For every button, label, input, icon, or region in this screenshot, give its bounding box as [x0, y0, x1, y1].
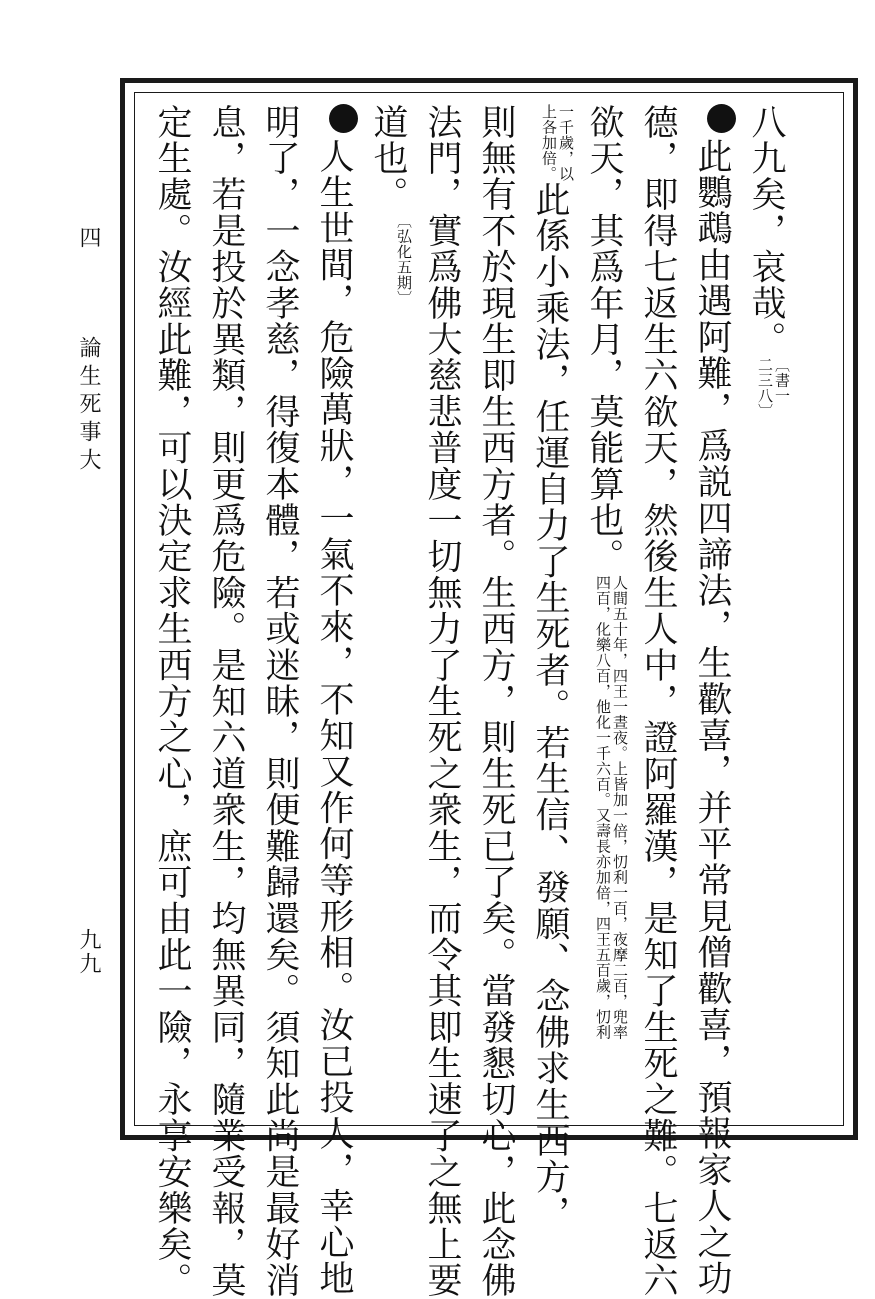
text-column: [256, 104, 304, 1299]
annotation-line: 人間五十年，四王一晝夜。上皆加一倍，忉利一百，夜摩二百，兜率: [611, 574, 629, 1040]
annotation-note: [594, 575, 628, 1040]
body-text: 此係小乘法，任運自力了生死者。若生信、發願、念佛求生西方，: [530, 181, 570, 1232]
annotation-note: [756, 357, 790, 419]
body-text: 八九矣，哀哉。: [746, 104, 786, 358]
text-column: [580, 104, 628, 1104]
body-text: 人生世間，危險萬狀，一氣不來，不知又作何等形相。汝已投人，幸心地: [314, 138, 354, 1297]
annotation-line: 〔書一: [773, 357, 791, 404]
text-column: [364, 104, 412, 1104]
text-column: [472, 104, 520, 1299]
body-text: 定生處。汝經此難，可以決定求生西方之心，庶可由此一險，永享安樂矣。: [152, 104, 192, 1299]
annotation-line: 二三八〕: [756, 357, 774, 420]
text-column: [310, 104, 358, 1297]
body-text: 明了，一念孝慈，得復本體，若或迷昧，則便難歸還矣。須知此尚是最好消: [260, 104, 300, 1299]
annotation-line: 〔弘化五期〕: [395, 212, 413, 306]
annotation-line: 上各加倍。: [540, 104, 558, 182]
body-text: 則無有不於現生即生西方者。生西方，則生死已了矣。當發懇切心，此念佛: [476, 104, 516, 1299]
body-text: 欲天，其爲年月，莫能算也。: [584, 104, 624, 575]
text-column: [148, 104, 196, 1299]
section-title: 論生死事大: [76, 336, 101, 476]
annotation-line: 四百，化樂八百，他化一千六百。又壽長亦加倍，四王五百歲，忉利: [594, 574, 612, 1040]
annotation-line: 一千歲，以: [557, 104, 575, 182]
body-text: 道也。: [368, 104, 408, 213]
body-text: 息，若是投於異類，則更爲危險。是知六道衆生，均無異同，隨業受報，莫: [206, 104, 246, 1299]
section-bullet: [707, 104, 736, 133]
running-head: [76, 226, 104, 476]
text-column: [202, 104, 250, 1299]
text-column: [688, 104, 736, 1297]
text-column: [418, 104, 466, 1299]
body-text: 德，即得七返生六欲天，然後生人中，證阿羅漢，是知了生死之難。七返六: [638, 104, 678, 1299]
annotation-note: [540, 104, 574, 182]
page-number: 九九: [76, 928, 101, 976]
text-column: [526, 104, 575, 1232]
body-text: 法門，實爲佛大慈悲普度一切無力了生死之衆生，而令其即生速了之無上要: [422, 104, 462, 1299]
annotation-note: [395, 213, 412, 306]
section-bullet: [329, 104, 358, 133]
text-column: [634, 104, 682, 1299]
text-column: [742, 104, 790, 1104]
body-text: 此鸚鵡由遇阿難，爲説四諦法，生歡喜，并平常見僧歡喜，預報家人之功: [692, 138, 732, 1297]
section-number: 四: [76, 226, 101, 254]
